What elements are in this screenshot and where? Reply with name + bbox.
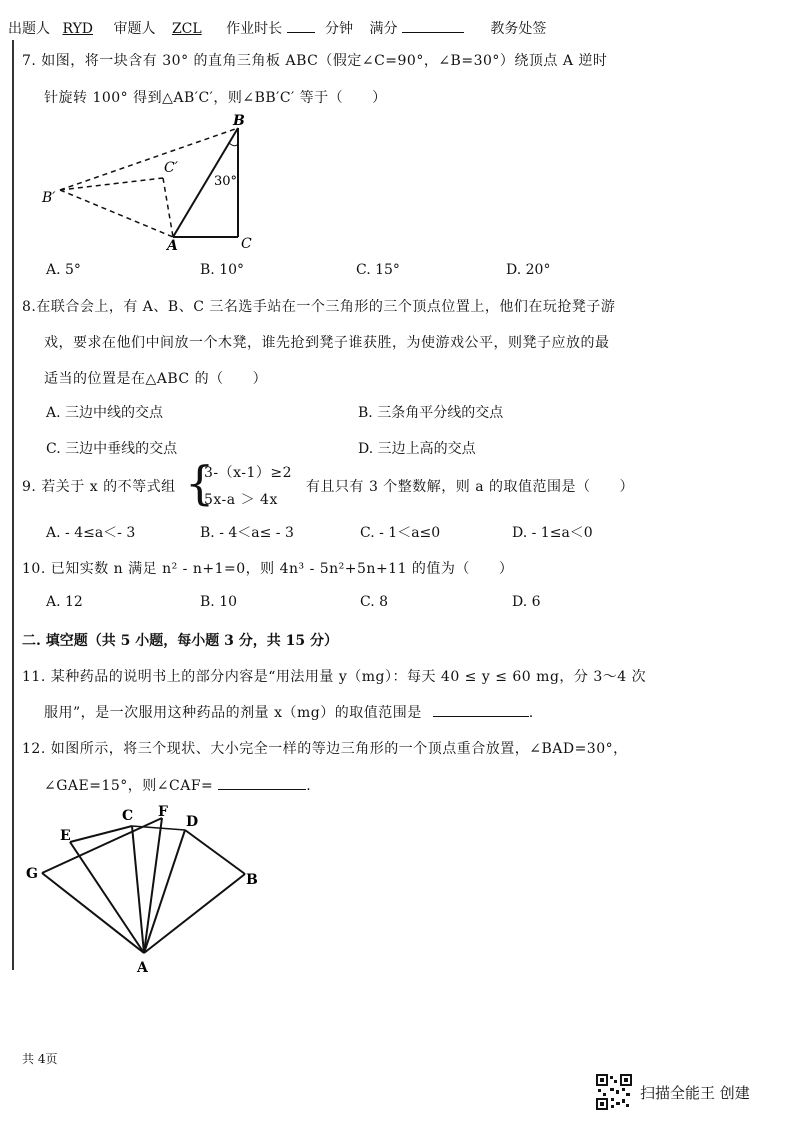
side-db [185, 830, 245, 874]
q8-line2: 戏，要求在他们中间放一个木凳，谁先抢到凳子谁获胜，为使游戏公平，则凳子应放的最 [44, 335, 610, 351]
duration-label: 作业时长 [226, 21, 283, 37]
label-b-prime: B′ [42, 190, 56, 206]
side-ec [70, 826, 132, 842]
q8-line3: 适当的位置是在△ABC 的（ ） [44, 371, 268, 387]
q7-option-b: B. 10° [200, 262, 245, 278]
q9-suffix: 有且只有 3 个整数解，则 a 的取值范围是（ ） [306, 479, 635, 495]
q9-ineq2: 5x-a ＞ 4x [204, 492, 278, 508]
q9-prefix: 9. 若关于 x 的不等式组 [22, 479, 176, 495]
q10-option-c: C. 8 [360, 594, 389, 610]
q8-option-a: A. 三边中线的交点 [46, 405, 164, 421]
q7-option-a: A. 5° [46, 262, 81, 278]
section-title: 二. 填空题（共 5 小题，每小题 3 分，共 15 分） [22, 633, 338, 649]
side-ag [42, 873, 144, 953]
q12-line2: ∠GAE=15°，则∠CAF= [44, 778, 214, 794]
label-c: C [241, 236, 252, 252]
label-c: C [122, 808, 134, 824]
q7-option-c: C. 15° [356, 262, 400, 278]
q12-line1: 12. 如图所示，将三个现状、大小完全一样的等边三角形的一个顶点重合放置，∠BAD=30°， [22, 741, 628, 757]
q9-option-a: A. - 4≤a＜- 3 [46, 525, 136, 541]
q11-answer-blank [433, 716, 529, 717]
q8-option-d: D. 三边上高的交点 [358, 441, 476, 457]
angle-arc [229, 143, 238, 146]
label-f: F [158, 804, 168, 820]
q12-line2-wrap: ∠GAE=15°，则∠CAF= . [44, 778, 312, 794]
label-g: G [26, 866, 38, 882]
q11-line2-wrap: 服用”，是一次服用这种药品的剂量 x（mg）的取值范围是 . [44, 705, 534, 721]
label-a: A [137, 960, 148, 976]
setter-label: 出题人 [8, 21, 50, 37]
dash-bb1 [60, 128, 238, 190]
label-c-prime: C′ [164, 160, 178, 176]
q8-option-c: C. 三边中垂线的交点 [46, 441, 178, 457]
q9-ineq1: 3-（x-1）≥2 [204, 465, 293, 481]
side-ad [144, 830, 185, 953]
q9-brace: { [185, 456, 215, 510]
reviewer-label: 审题人 [113, 21, 156, 37]
score-label: 满分 [369, 21, 398, 37]
q10-line: 10. 已知实数 n 满足 n² - n+1=0，则 4n³ - 5n²+5n+11 的值为（ ） [22, 561, 514, 577]
q12-answer-blank [218, 789, 306, 790]
label-b: B [246, 872, 258, 888]
q11-line2: 服用”，是一次服用这种药品的剂量 x（mg）的取值范围是 [44, 705, 422, 721]
setter-name: RYD [62, 21, 94, 37]
office-label: 教务处签 [490, 21, 547, 37]
q8-line1: 8.在联合会上，有 A、B、C 三名选手站在一个三角形的三个顶点位置上，他们在玩抢凳子游 [22, 299, 616, 315]
left-margin-line [12, 40, 14, 970]
q11-line1: 11. 某种药品的说明书上的部分内容是“用法用量 y（mg）：每天 40 ≤ y ≤ 60 mg，分 3～4 次 [22, 669, 647, 685]
dash-ac1 [163, 178, 173, 237]
minutes-label: 分钟 [325, 21, 354, 37]
label-angle: 30° [214, 174, 238, 189]
side-ab [144, 874, 245, 953]
reviewer-name: ZCL [171, 21, 202, 37]
duration-blank [287, 32, 315, 33]
q7-option-d: D. 20° [506, 262, 551, 278]
side-ae [70, 842, 144, 953]
q12-figure [20, 800, 280, 980]
q8-option-b: B. 三条角平分线的交点 [358, 405, 504, 421]
qr-code-icon [596, 1074, 632, 1110]
q9-option-c: C. - 1＜a≤0 [360, 525, 441, 541]
page-count: 共 4页 [22, 1052, 58, 1066]
q7-line1: 7. 如图，将一块含有 30° 的直角三角板 ABC（假定∠C=90°，∠B=30°）绕顶点 A 逆时 [22, 53, 608, 69]
label-d: D [186, 814, 199, 830]
q9-option-b: B. - 4＜a≤ - 3 [200, 525, 294, 541]
q7-line2: 针旋转 100° 得到△AB′C′，则∠BB′C′ 等于（ ） [44, 90, 387, 106]
scanner-watermark: 扫描全能王 创建 [640, 1084, 750, 1102]
header [8, 18, 546, 38]
dash-b1c1 [60, 178, 163, 190]
side-ac [132, 826, 144, 953]
q10-option-d: D. 6 [512, 594, 541, 610]
dash-ab1 [60, 190, 173, 237]
score-blank [402, 32, 464, 33]
q9-option-d: D. - 1≤a＜0 [512, 525, 593, 541]
label-b: B [233, 113, 245, 129]
q10-option-a: A. 12 [46, 594, 83, 610]
q10-option-b: B. 10 [200, 594, 238, 610]
label-a: A [167, 238, 178, 254]
q7-figure [30, 108, 270, 258]
side-af [144, 818, 162, 953]
label-e: E [60, 828, 71, 844]
